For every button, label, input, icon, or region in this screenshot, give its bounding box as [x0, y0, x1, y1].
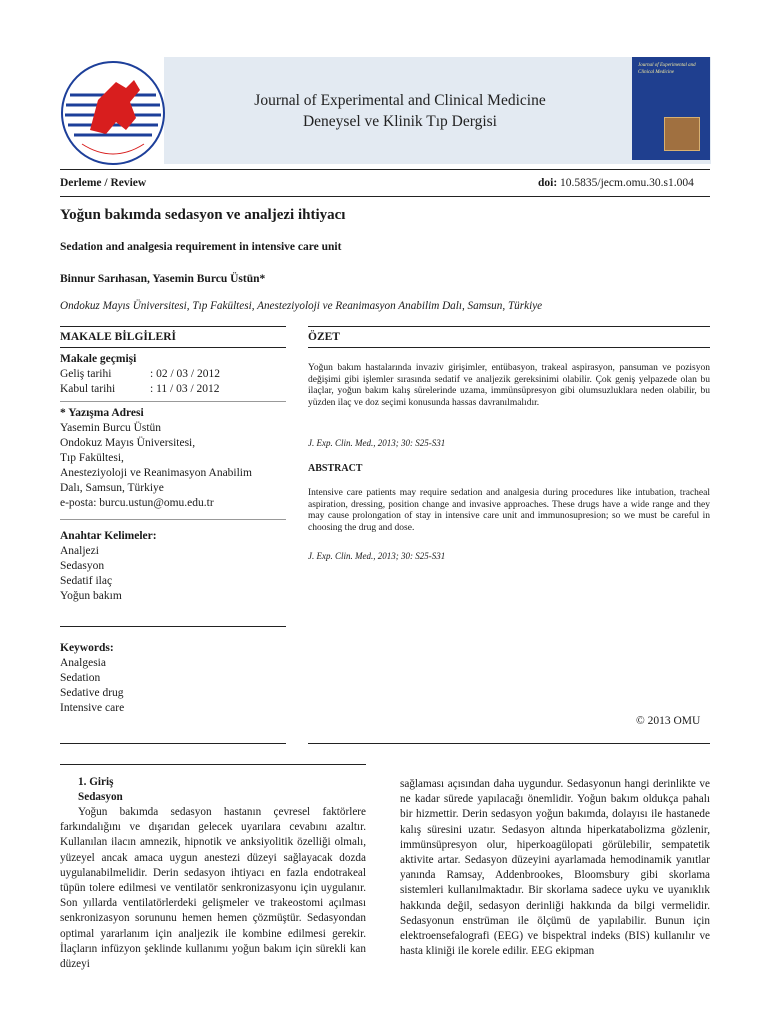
history-rule [60, 401, 286, 402]
info-top-rule [60, 326, 286, 327]
keyword-item: Analgesia [60, 657, 106, 669]
copyright: © 2013 OMU [636, 715, 701, 727]
doi-label: doi: [538, 177, 558, 189]
body-column-1 [60, 775, 366, 972]
accepted-row [60, 382, 286, 397]
keywords-tr [60, 529, 286, 604]
keywords-en-heading: Keywords: [60, 642, 114, 654]
doi-block [538, 177, 694, 189]
section-heading: 1. Giriş [78, 776, 114, 788]
article-title-en: Sedation and analgesia requirement in intensive care unit [60, 241, 342, 253]
correspondence [60, 406, 286, 511]
correspondence-email[interactable]: e-posta: burcu.ustun@omu.edu.tr [60, 497, 214, 509]
keyword-item: Sedatif ilaç [60, 575, 113, 587]
keywords-tr-rule [60, 626, 286, 627]
abstract-text: Intensive care patients may require sedation and analgesia during procedures like intubation, tracheal aspiration, dressing, position change and invasive approaches. These drugs have a wide range and they may cause prolongation of stay in intensive care unit and immunosupresion; so we must be careful in choosing the drug and dose. [308, 488, 710, 533]
body-column-2 [400, 777, 710, 959]
info-bottom-rule [60, 743, 286, 744]
article-history [60, 352, 286, 397]
keyword-item: Sedasyon [60, 560, 105, 572]
correspondence-line: Dalı, Samsun, Türkiye [60, 482, 164, 494]
info-heading: MAKALE BİLGİLERİ [60, 331, 176, 343]
journal-cover-thumbnail [632, 57, 710, 160]
meta-rule [60, 196, 710, 197]
abstract-heading: ABSTRACT [308, 463, 363, 474]
received-label: Geliş tarihi [60, 368, 112, 380]
keyword-item: Yoğun bakım [60, 590, 122, 602]
correspondence-line: Ondokuz Mayıs Üniversitesi, [60, 437, 196, 449]
journal-title-tr: Deneysel ve Klinik Tıp Dergisi [302, 113, 497, 130]
ozet-reference: J. Exp. Clin. Med., 2013; 30: S25-S31 [308, 438, 446, 448]
cover-image [664, 117, 700, 151]
ozet-text: Yoğun bakım hastalarında invaziv girişimler, entübasyon, trakeal aspirasyon, pansuman ve pozisyon değişimi gibi işlemler sırasında sedatif ve analjezik gereksinimi olabilir. Çok geniş yelpazede olan bu ilaçlar, yoğun bakım kalış sürelerinde uzama, immünsüpresyon gibi olumsuzluklara neden olabilir, bu yüzden ilaç ve doz seçimi konusunda hassas davranılmalıdır. [308, 363, 710, 408]
keyword-item: Sedative drug [60, 687, 124, 699]
keyword-item: Intensive care [60, 702, 125, 714]
doi-value[interactable]: 10.5835/jecm.omu.30.s1.004 [560, 177, 694, 189]
accepted-value: : 11 / 03 / 2012 [150, 383, 220, 395]
history-heading: Makale geçmişi [60, 353, 137, 365]
ozet-heading-rule [308, 347, 710, 348]
correspondence-line: Anesteziyoloji ve Reanimasyon Anabilim [60, 467, 252, 479]
ozet-heading: ÖZET [308, 331, 340, 343]
keyword-item: Sedation [60, 672, 101, 684]
received-row [60, 367, 286, 382]
article-type: Derleme / Review [60, 177, 147, 189]
keyword-item: Analjezi [60, 545, 99, 557]
authors: Binnur Sarıhasan, Yasemin Burcu Üstün* [60, 273, 266, 285]
accepted-label: Kabul tarihi [60, 383, 116, 395]
cover-title: Journal of Experimental and Clinical Medicine [638, 63, 696, 75]
correspondence-line: Yasemin Burcu Üstün [60, 422, 162, 434]
ozet-top-rule [308, 326, 710, 327]
correspondence-rule [60, 519, 286, 520]
info-heading-rule [60, 347, 286, 348]
body-paragraph: sağlaması açısından daha uygundur. Sedasyonun hangi derinlikte ve ne kadar sürede yapılacağı önemlidir. Yoğun bakım oldukça pahalı bir hizmettir. Derin sedasyon yoğun bakımda, dolayısı ile hastanede kalış süresini uzatır. Sedasyon altında hiperkatabolizma gözlenir, immünsüpresyon olur, hiperkoagülopati görülebilir, sempatetik aktivite artar. Sedasyon düzeyini ayarlamada hemodinamik yanıtlar yanında Ramsay, Addenbrookes, Bloomsbury gibi skorlama sistemleri kullanılmaktadır. Bir skorlama sadece uyku ve uyanıklık hakkında değil, sedasyon derinliği hakkında da bilgi vermelidir. Sedasyonun enstrüman ile ölçümü de yapılabilir. Bunun için elektroensefalografi (EEG) ve bispektral indeks (BIS) kullanılır ve hasta kliniği ile korele edilir. EEG ekipman [400, 778, 710, 958]
correspondence-heading: * Yazışma Adresi [60, 407, 144, 419]
journal-title-block [200, 90, 600, 132]
article-title-tr: Yoğun bakımda sedasyon ve analjezi ihtiyacı [60, 207, 346, 223]
body-left-rule [60, 764, 366, 765]
header-rule [60, 169, 710, 170]
university-logo [60, 60, 166, 166]
received-value: : 02 / 03 / 2012 [150, 368, 220, 380]
keywords-en [60, 641, 286, 716]
keywords-tr-heading: Anahtar Kelimeler: [60, 530, 157, 542]
journal-title-en: Journal of Experimental and Clinical Medicine [254, 92, 546, 109]
affiliation: Ondokuz Mayıs Üniversitesi, Tıp Fakültesi, Anesteziyoloji ve Reanimasyon Anabilim Dalı, Samsun, Türkiye [60, 300, 543, 312]
abstract-reference: J. Exp. Clin. Med., 2013; 30: S25-S31 [308, 551, 446, 561]
body-paragraph: Yoğun bakımda sedasyon hastanın çevresel faktörlere farkındalığını ve dışarıdan gelecek uyarılara cevabını azaltır. Kullanılan ilacın amnezik, hipnotik ve anksiyolitik özelliği olmalı, yüzeyel ancak amaca uygun anestezi düzeyi sağlayacak dozda uygulanabilmelidir. Derin sedasyon ihtiyacı en fazla endotrakeal tüpün tolere edilmesi ve ventilatör senkronizasyonu için uygulanır. Son yıllarda ventilatörlerdeki gelişmeler ve trakeostomi açılması senkronizasyon sorununu hemen hemen çözmüştür. Sedasyondan optimal yararlanım için analjezik ile kombine edilmesi gerekir. İlaçların infüzyon şeklinde kullanımı yoğun bakım için sürekli kan düzeyi [60, 806, 366, 971]
ozet-bottom-rule [308, 743, 710, 744]
correspondence-line: Tıp Fakültesi, [60, 452, 124, 464]
sub-heading: Sedasyon [78, 791, 123, 803]
